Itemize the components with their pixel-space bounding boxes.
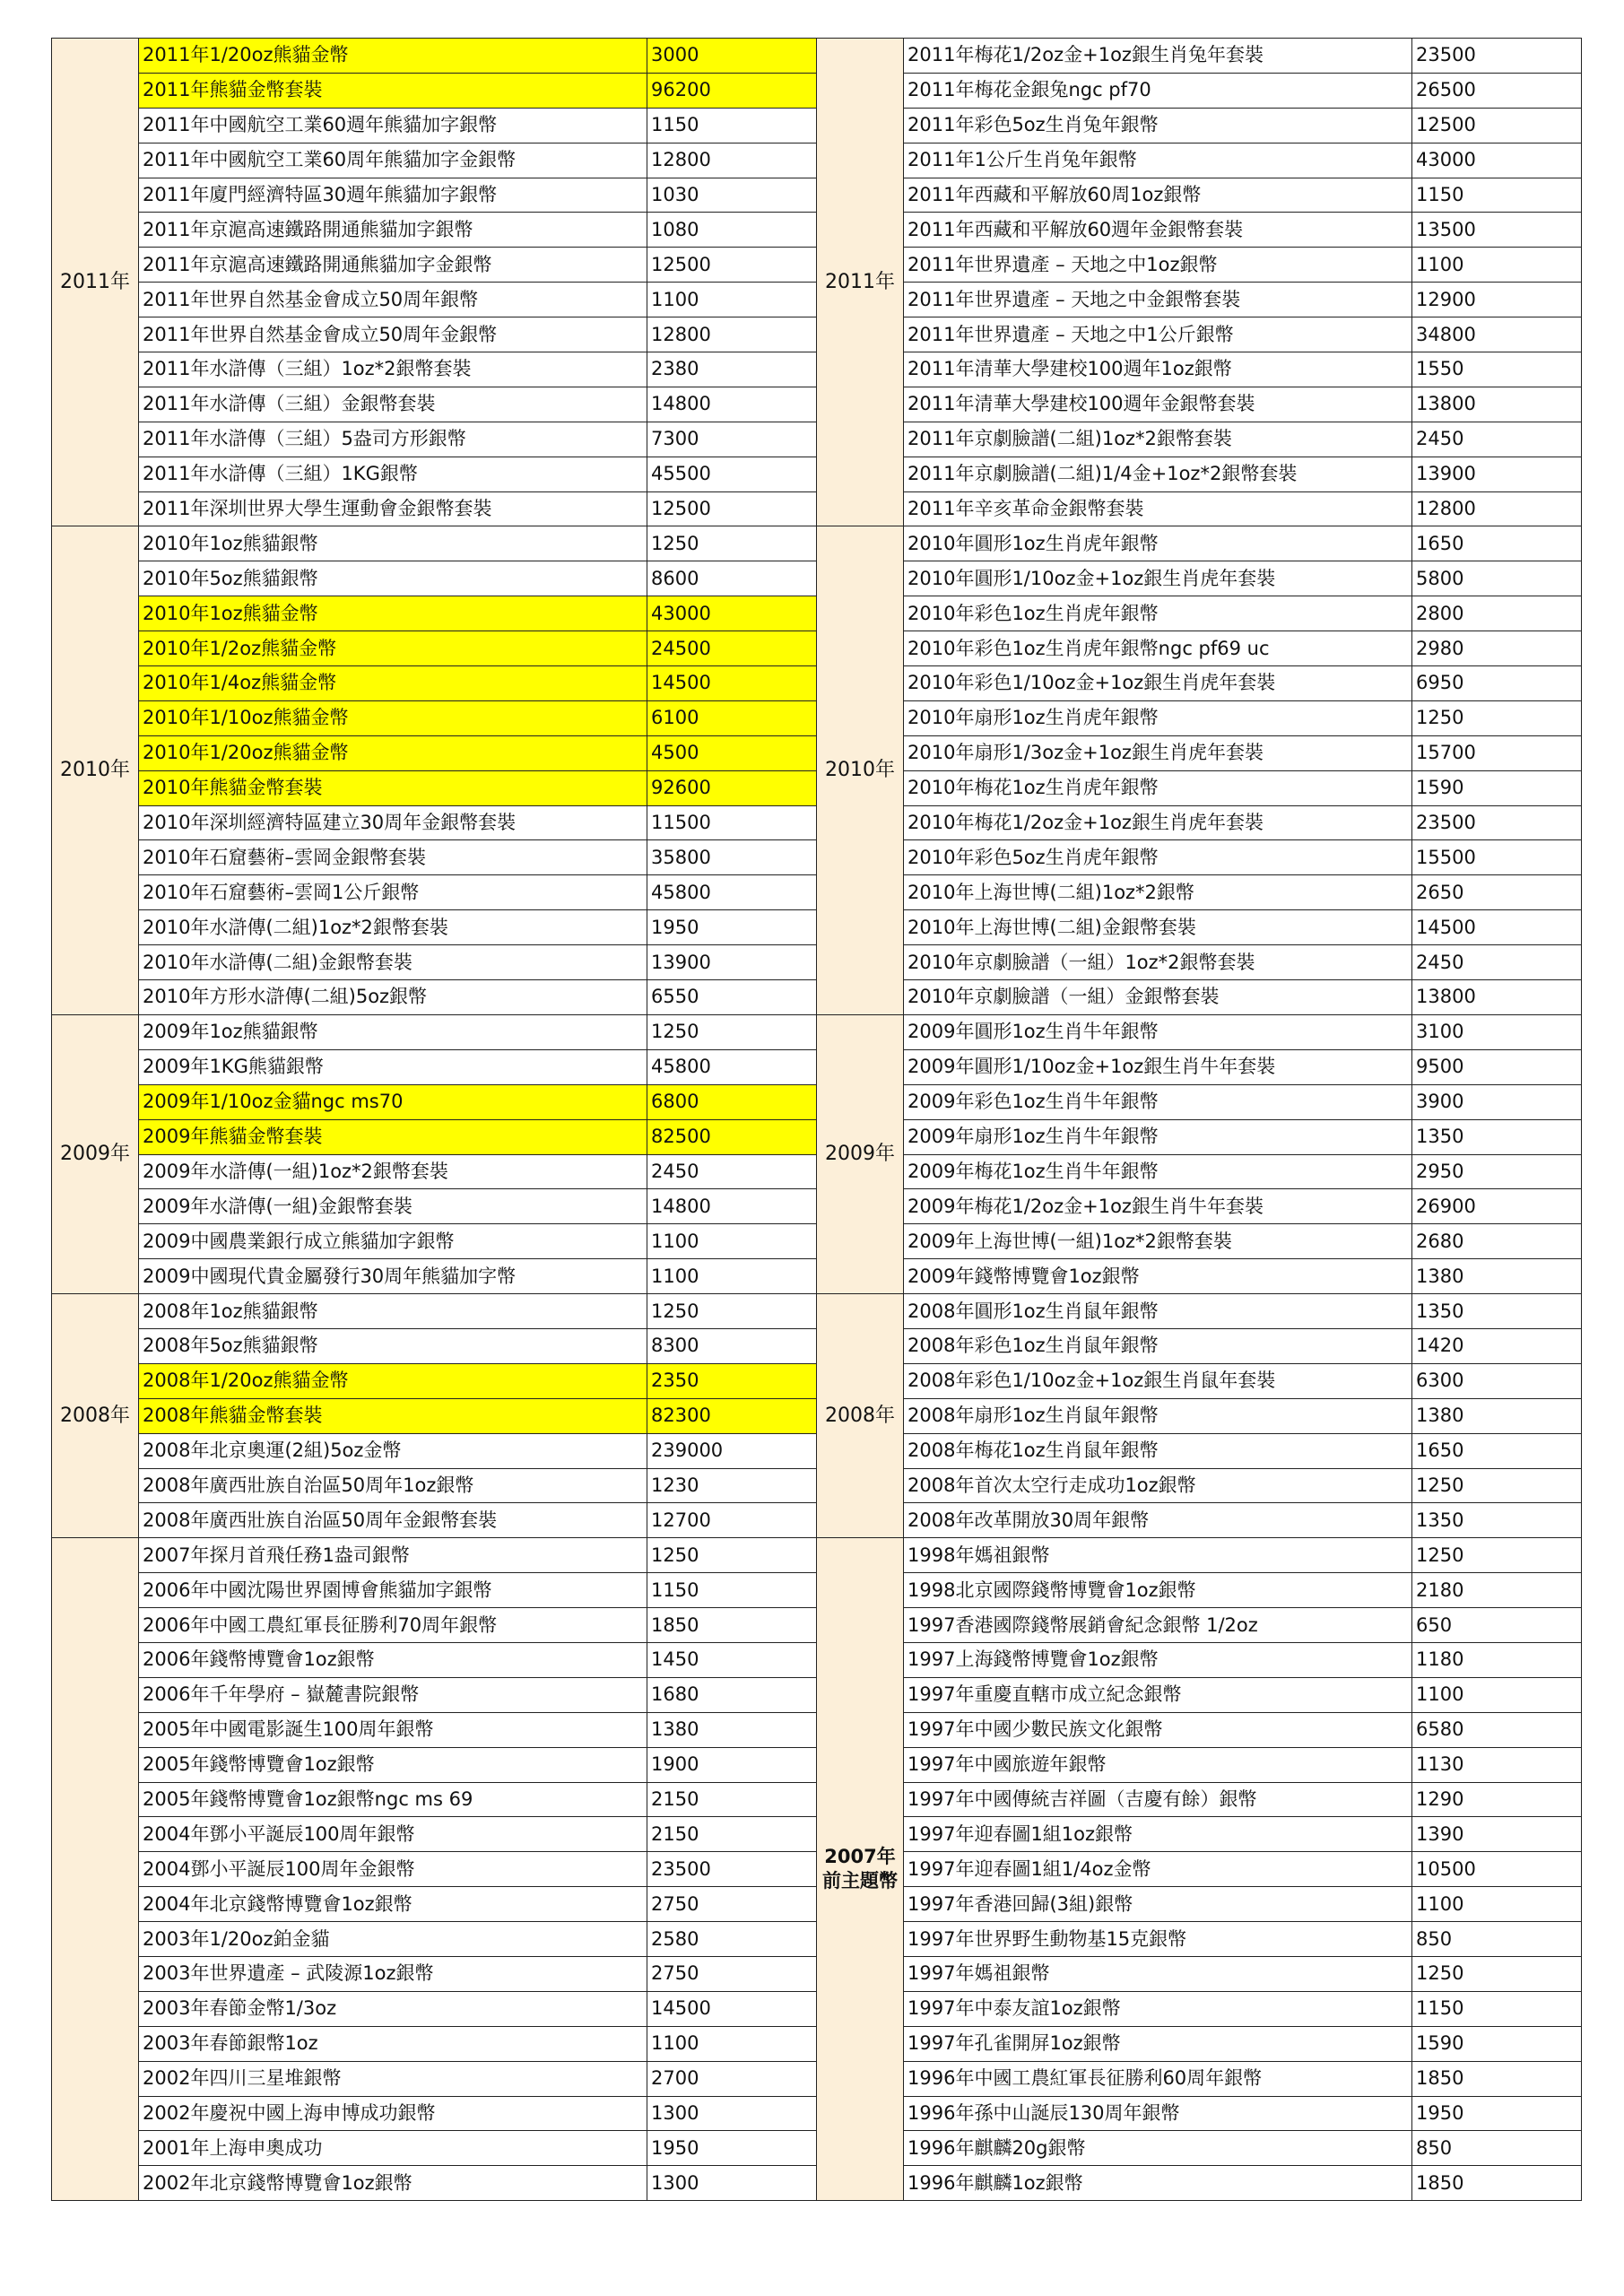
right-coin-price-cell: 1250 [1412,1956,1582,1991]
left-coin-name-cell: 2011年水滸傳（三組）金銀幣套裝 [139,387,647,422]
right-coin-name-cell: 2011年彩色5oz生肖兔年銀幣 [904,108,1412,143]
left-coin-name-cell: 2008年1oz熊貓銀幣 [139,1294,647,1329]
left-coin-name-cell: 2011年熊貓金幣套裝 [139,73,647,108]
right-coin-name-cell: 2009年錢幣博覽會1oz銀幣 [904,1259,1412,1294]
left-coin-price-cell: 1150 [647,108,817,143]
right-year-group-label: 2011年 [817,39,904,526]
left-coin-name-cell: 2004年鄧小平誕辰100周年銀幣 [139,1817,647,1852]
left-coin-name-cell: 2002年四川三星堆銀幣 [139,2061,647,2096]
left-coin-name-cell: 2003年世界遺產 – 武陵源1oz銀幣 [139,1956,647,1991]
left-coin-price-cell: 35800 [647,840,817,875]
right-coin-price-cell: 1100 [1412,1677,1582,1712]
right-coin-name-cell: 2010年彩色1oz生肖虎年銀幣 [904,596,1412,631]
right-coin-name-cell: 1998北京國際錢幣博覽會1oz銀幣 [904,1573,1412,1608]
left-coin-price-cell: 1230 [647,1468,817,1503]
left-coin-price-cell: 82500 [647,1119,817,1154]
left-coin-price-cell: 1850 [647,1608,817,1643]
left-year-group-label: 2010年 [52,526,139,1014]
left-coin-name-cell: 2010年方形水滸傳(二組)5oz銀幣 [139,980,647,1015]
left-coin-name-cell: 2001年上海申奧成功 [139,2131,647,2166]
left-coin-name-cell: 2011年深圳世界大學生運動會金銀幣套裝 [139,491,647,526]
left-coin-name-cell: 2009中國農業銀行成立熊貓加字銀幣 [139,1224,647,1259]
right-coin-name-cell: 1997上海錢幣博覽會1oz銀幣 [904,1642,1412,1677]
left-coin-name-cell: 2009年水滸傳(一組)金銀幣套裝 [139,1189,647,1224]
right-coin-price-cell: 2800 [1412,596,1582,631]
right-coin-price-cell: 13800 [1412,980,1582,1015]
right-coin-price-cell: 1650 [1412,1433,1582,1468]
left-coin-price-cell: 2750 [647,1956,817,1991]
left-coin-price-cell: 14800 [647,1189,817,1224]
left-coin-price-cell: 1380 [647,1712,817,1747]
right-coin-price-cell: 34800 [1412,317,1582,352]
table-row [52,1014,1582,1049]
right-coin-name-cell: 1996年中國工農紅軍長征勝利60周年銀幣 [904,2061,1412,2096]
table-row [52,526,1582,561]
right-coin-name-cell: 2010年梅花1/2oz金+1oz銀生肖虎年套裝 [904,805,1412,840]
right-coin-price-cell: 1350 [1412,1119,1582,1154]
left-coin-name-cell: 2009年水滸傳(一組)1oz*2銀幣套裝 [139,1154,647,1189]
right-coin-name-cell: 1997年世界野生動物基15克銀幣 [904,1922,1412,1957]
left-coin-price-cell: 8600 [647,561,817,596]
right-coin-price-cell: 6300 [1412,1363,1582,1398]
left-coin-name-cell: 2003年春節金幣1/3oz [139,1991,647,2026]
table-body [52,39,1582,2201]
left-coin-price-cell: 23500 [647,1852,817,1887]
left-coin-name-cell: 2011年水滸傳（三組）1oz*2銀幣套裝 [139,352,647,387]
right-coin-price-cell: 9500 [1412,1049,1582,1084]
right-coin-price-cell: 13500 [1412,213,1582,248]
left-coin-name-cell: 2002年北京錢幣博覽會1oz銀幣 [139,2166,647,2201]
left-coin-name-cell: 2009年1/10oz金貓ngc ms70 [139,1084,647,1119]
left-coin-price-cell: 1100 [647,283,817,317]
left-coin-name-cell: 2011年水滸傳（三組）5盎司方形銀幣 [139,422,647,457]
left-coin-price-cell: 1900 [647,1747,817,1782]
right-coin-price-cell: 1100 [1412,1887,1582,1922]
left-coin-price-cell: 45800 [647,875,817,910]
left-coin-name-cell: 2006年中國工農紅軍長征勝利70周年銀幣 [139,1608,647,1643]
left-coin-name-cell: 2006年千年學府 – 嶽麓書院銀幣 [139,1677,647,1712]
left-coin-name-cell: 2008年熊貓金幣套裝 [139,1398,647,1433]
left-coin-price-cell: 1300 [647,2166,817,2201]
left-coin-price-cell: 45500 [647,457,817,491]
table-row [52,39,1582,74]
right-coin-price-cell: 1590 [1412,2026,1582,2061]
left-coin-name-cell: 2005年錢幣博覽會1oz銀幣 [139,1747,647,1782]
coin-price-table [51,38,1582,2201]
left-coin-price-cell: 12700 [647,1503,817,1538]
left-coin-name-cell: 2010年1oz熊貓銀幣 [139,526,647,561]
left-coin-name-cell: 2011年中國航空工業60週年熊貓加字銀幣 [139,108,647,143]
right-coin-price-cell: 1290 [1412,1782,1582,1817]
right-coin-name-cell: 2010年圓形1/10oz金+1oz銀生肖虎年套裝 [904,561,1412,596]
left-coin-price-cell: 4500 [647,735,817,770]
left-coin-name-cell: 2002年慶祝中國上海申博成功銀幣 [139,2096,647,2131]
right-coin-price-cell: 1150 [1412,1991,1582,2026]
right-coin-name-cell: 2011年世界遺產 – 天地之中1oz銀幣 [904,248,1412,283]
right-coin-name-cell: 2009年梅花1oz生肖牛年銀幣 [904,1154,1412,1189]
right-year-group-label: 2008年 [817,1294,904,1538]
left-coin-price-cell: 96200 [647,73,817,108]
left-coin-name-cell: 2009年熊貓金幣套裝 [139,1119,647,1154]
right-coin-name-cell: 1997年重慶直轄市成立紀念銀幣 [904,1677,1412,1712]
left-coin-name-cell: 2010年1oz熊貓金幣 [139,596,647,631]
right-coin-price-cell: 12800 [1412,491,1582,526]
left-coin-price-cell: 7300 [647,422,817,457]
left-coin-price-cell: 6800 [647,1084,817,1119]
left-coin-price-cell: 1100 [647,2026,817,2061]
left-coin-name-cell: 2006年錢幣博覽會1oz銀幣 [139,1642,647,1677]
left-coin-price-cell: 24500 [647,631,817,666]
left-coin-name-cell: 2008年5oz熊貓銀幣 [139,1328,647,1363]
right-coin-price-cell: 23500 [1412,805,1582,840]
left-coin-price-cell: 6100 [647,700,817,735]
left-coin-name-cell: 2010年5oz熊貓銀幣 [139,561,647,596]
right-coin-name-cell: 2010年上海世博(二組)金銀幣套裝 [904,910,1412,945]
right-coin-price-cell: 15500 [1412,840,1582,875]
left-coin-price-cell: 1450 [647,1642,817,1677]
right-coin-price-cell: 2950 [1412,1154,1582,1189]
left-coin-price-cell: 14800 [647,387,817,422]
right-coin-price-cell: 1950 [1412,2096,1582,2131]
right-coin-price-cell: 2680 [1412,1224,1582,1259]
right-coin-name-cell: 2011年清華大學建校100週年1oz銀幣 [904,352,1412,387]
left-year-group-label: 2011年 [52,39,139,526]
right-coin-name-cell: 2010年扇形1/3oz金+1oz銀生肖虎年套裝 [904,735,1412,770]
right-coin-price-cell: 1250 [1412,700,1582,735]
left-coin-price-cell: 1950 [647,910,817,945]
right-coin-name-cell: 2011年京劇臉譜(二組)1oz*2銀幣套裝 [904,422,1412,457]
right-coin-name-cell: 1996年麒麟1oz銀幣 [904,2166,1412,2201]
right-coin-name-cell: 2010年彩色1/10oz金+1oz銀生肖虎年套裝 [904,666,1412,701]
right-coin-name-cell: 2009年梅花1/2oz金+1oz銀生肖牛年套裝 [904,1189,1412,1224]
left-coin-price-cell: 2380 [647,352,817,387]
right-coin-name-cell: 2011年西藏和平解放60周1oz銀幣 [904,178,1412,213]
right-coin-name-cell: 2011年辛亥革命金銀幣套裝 [904,491,1412,526]
left-coin-price-cell: 2150 [647,1782,817,1817]
right-coin-name-cell: 2010年上海世博(二組)1oz*2銀幣 [904,875,1412,910]
right-coin-price-cell: 14500 [1412,910,1582,945]
right-coin-price-cell: 1150 [1412,178,1582,213]
left-coin-name-cell: 2008年廣西壯族自治區50周年1oz銀幣 [139,1468,647,1503]
left-coin-price-cell: 1100 [647,1259,817,1294]
right-coin-name-cell: 2010年扇形1oz生肖虎年銀幣 [904,700,1412,735]
left-coin-price-cell: 12800 [647,143,817,178]
table-row [52,1538,1582,1573]
right-coin-name-cell: 2011年梅花1/2oz金+1oz銀生肖兔年套裝 [904,39,1412,74]
right-coin-name-cell: 2010年圓形1oz生肖虎年銀幣 [904,526,1412,561]
right-coin-price-cell: 1380 [1412,1259,1582,1294]
left-coin-name-cell: 2011年世界自然基金會成立50周年金銀幣 [139,317,647,352]
left-year-group-label: 2008年 [52,1294,139,1538]
left-coin-name-cell: 2009年1KG熊貓銀幣 [139,1049,647,1084]
left-coin-price-cell: 2350 [647,1363,817,1398]
right-coin-name-cell: 2011年世界遺產 – 天地之中金銀幣套裝 [904,283,1412,317]
left-year-group-label [52,1538,139,2201]
right-coin-name-cell: 1997年中國傳統吉祥圖（吉慶有餘）銀幣 [904,1782,1412,1817]
right-coin-name-cell: 2008年圓形1oz生肖鼠年銀幣 [904,1294,1412,1329]
left-coin-price-cell: 2450 [647,1154,817,1189]
left-coin-price-cell: 2580 [647,1922,817,1957]
right-coin-name-cell: 2010年梅花1oz生肖虎年銀幣 [904,770,1412,805]
right-year-group-label: 2009年 [817,1014,904,1293]
right-coin-price-cell: 23500 [1412,39,1582,74]
left-coin-price-cell: 12500 [647,491,817,526]
left-coin-price-cell: 1080 [647,213,817,248]
right-coin-name-cell: 1997年香港回歸(3組)銀幣 [904,1887,1412,1922]
left-coin-name-cell: 2009中國現代貴金屬發行30周年熊貓加字幣 [139,1259,647,1294]
right-coin-price-cell: 10500 [1412,1852,1582,1887]
left-coin-price-cell: 14500 [647,1991,817,2026]
left-coin-price-cell: 2750 [647,1887,817,1922]
right-coin-name-cell: 2010年彩色5oz生肖虎年銀幣 [904,840,1412,875]
right-coin-name-cell: 2009年上海世博(一組)1oz*2銀幣套裝 [904,1224,1412,1259]
left-coin-name-cell: 2010年石窟藝術–雲岡金銀幣套裝 [139,840,647,875]
right-coin-name-cell: 2011年1公斤生肖兔年銀幣 [904,143,1412,178]
left-coin-name-cell: 2010年1/10oz熊貓金幣 [139,700,647,735]
left-coin-price-cell: 6550 [647,980,817,1015]
left-coin-name-cell: 2010年1/20oz熊貓金幣 [139,735,647,770]
left-coin-name-cell: 2007年探月首飛任務1盎司銀幣 [139,1538,647,1573]
left-coin-name-cell: 2011年京滬高速鐵路開通熊貓加字銀幣 [139,213,647,248]
left-coin-name-cell: 2003年1/20oz鉑金貓 [139,1922,647,1957]
right-coin-price-cell: 26900 [1412,1189,1582,1224]
right-coin-name-cell: 1997年中泰友誼1oz銀幣 [904,1991,1412,2026]
right-coin-price-cell: 2180 [1412,1573,1582,1608]
left-coin-price-cell: 12500 [647,248,817,283]
right-coin-name-cell: 2008年彩色1/10oz金+1oz銀生肖鼠年套裝 [904,1363,1412,1398]
right-coin-price-cell: 15700 [1412,735,1582,770]
right-coin-name-cell: 2011年世界遺產 – 天地之中1公斤銀幣 [904,317,1412,352]
right-coin-price-cell: 2650 [1412,875,1582,910]
right-coin-price-cell: 6950 [1412,666,1582,701]
left-coin-price-cell: 1250 [647,526,817,561]
left-coin-price-cell: 14500 [647,666,817,701]
left-coin-name-cell: 2010年熊貓金幣套裝 [139,770,647,805]
left-coin-price-cell: 12800 [647,317,817,352]
left-coin-name-cell: 2010年水滸傳(二組)1oz*2銀幣套裝 [139,910,647,945]
left-coin-name-cell: 2011年世界自然基金會成立50周年銀幣 [139,283,647,317]
right-coin-price-cell: 1250 [1412,1538,1582,1573]
right-coin-price-cell: 1850 [1412,2166,1582,2201]
left-coin-price-cell: 92600 [647,770,817,805]
left-coin-price-cell: 1150 [647,1573,817,1608]
right-year-group-label: 2010年 [817,526,904,1014]
right-coin-price-cell: 1590 [1412,770,1582,805]
right-coin-name-cell: 1998年媽祖銀幣 [904,1538,1412,1573]
left-coin-name-cell: 2003年春節銀幣1oz [139,2026,647,2061]
right-coin-price-cell: 1250 [1412,1468,1582,1503]
right-coin-price-cell: 2450 [1412,422,1582,457]
year-group-label-line: 2007年 [824,1845,896,1867]
right-coin-name-cell: 2011年京劇臉譜(二組)1/4金+1oz*2銀幣套裝 [904,457,1412,491]
right-coin-price-cell: 1850 [1412,2061,1582,2096]
left-coin-name-cell: 2008年北京奧運(2組)5oz金幣 [139,1433,647,1468]
right-coin-name-cell: 2008年扇形1oz生肖鼠年銀幣 [904,1398,1412,1433]
left-coin-price-cell: 1250 [647,1538,817,1573]
right-coin-name-cell: 2008年改革開放30周年銀幣 [904,1503,1412,1538]
left-coin-price-cell: 45800 [647,1049,817,1084]
left-coin-name-cell: 2008年1/20oz熊貓金幣 [139,1363,647,1398]
left-coin-price-cell: 1680 [647,1677,817,1712]
right-coin-name-cell: 2011年西藏和平解放60週年金銀幣套裝 [904,213,1412,248]
left-coin-name-cell: 2010年水滸傳(二組)金銀幣套裝 [139,945,647,980]
right-coin-name-cell: 2011年清華大學建校100週年金銀幣套裝 [904,387,1412,422]
right-coin-price-cell: 1350 [1412,1294,1582,1329]
left-coin-price-cell: 1100 [647,1224,817,1259]
right-coin-price-cell: 13800 [1412,387,1582,422]
left-coin-name-cell: 2005年中國電影誕生100周年銀幣 [139,1712,647,1747]
left-coin-name-cell: 2009年1oz熊貓銀幣 [139,1014,647,1049]
left-coin-name-cell: 2011年廈門經濟特區30週年熊貓加字銀幣 [139,178,647,213]
right-coin-name-cell: 2009年扇形1oz生肖牛年銀幣 [904,1119,1412,1154]
left-coin-price-cell: 82300 [647,1398,817,1433]
left-coin-name-cell: 2010年1/2oz熊貓金幣 [139,631,647,666]
left-coin-name-cell: 2004鄧小平誕辰100周年金銀幣 [139,1852,647,1887]
right-coin-price-cell: 1420 [1412,1328,1582,1363]
left-coin-price-cell: 1250 [647,1294,817,1329]
right-coin-price-cell: 26500 [1412,73,1582,108]
right-coin-price-cell: 12900 [1412,283,1582,317]
right-coin-name-cell: 1997年中國旅遊年銀幣 [904,1747,1412,1782]
right-year-group-label [817,1538,904,2201]
right-coin-name-cell: 1997年中國少數民族文化銀幣 [904,1712,1412,1747]
year-group-label-line: 前主題幣 [822,1870,898,1892]
right-coin-name-cell: 2009年圓形1/10oz金+1oz銀生肖牛年套裝 [904,1049,1412,1084]
left-coin-name-cell: 2011年京滬高速鐵路開通熊貓加字金銀幣 [139,248,647,283]
right-coin-price-cell: 850 [1412,2131,1582,2166]
right-coin-name-cell: 2011年梅花金銀兔ngc pf70 [904,73,1412,108]
table-row [52,1294,1582,1329]
right-coin-price-cell: 3900 [1412,1084,1582,1119]
right-coin-name-cell: 2008年首次太空行走成功1oz銀幣 [904,1468,1412,1503]
right-coin-price-cell: 1100 [1412,248,1582,283]
right-coin-name-cell: 1997年孔雀開屏1oz銀幣 [904,2026,1412,2061]
left-coin-price-cell: 2700 [647,2061,817,2096]
right-coin-price-cell: 13900 [1412,457,1582,491]
right-coin-name-cell: 1997香港國際錢幣展銷會紀念銀幣 1/2oz [904,1608,1412,1643]
left-coin-name-cell: 2010年1/4oz熊貓金幣 [139,666,647,701]
right-coin-name-cell: 1996年麒麟20g銀幣 [904,2131,1412,2166]
left-coin-name-cell: 2006年中國沈陽世界園博會熊貓加字銀幣 [139,1573,647,1608]
left-coin-name-cell: 2011年水滸傳（三組）1KG銀幣 [139,457,647,491]
left-coin-price-cell: 239000 [647,1433,817,1468]
right-coin-price-cell: 850 [1412,1922,1582,1957]
left-coin-price-cell: 1300 [647,2096,817,2131]
left-coin-name-cell: 2011年中國航空工業60周年熊貓加字金銀幣 [139,143,647,178]
left-coin-price-cell: 2150 [647,1817,817,1852]
left-coin-name-cell: 2010年石窟藝術–雲岡1公斤銀幣 [139,875,647,910]
right-coin-price-cell: 1350 [1412,1503,1582,1538]
right-coin-price-cell: 3100 [1412,1014,1582,1049]
right-coin-name-cell: 2008年梅花1oz生肖鼠年銀幣 [904,1433,1412,1468]
right-coin-name-cell: 1996年孫中山誕辰130周年銀幣 [904,2096,1412,2131]
left-coin-name-cell: 2004年北京錢幣博覽會1oz銀幣 [139,1887,647,1922]
right-coin-price-cell: 1180 [1412,1642,1582,1677]
left-coin-price-cell: 1250 [647,1014,817,1049]
right-coin-price-cell: 1650 [1412,526,1582,561]
right-coin-name-cell: 2010年京劇臉譜（一組）1oz*2銀幣套裝 [904,945,1412,980]
right-coin-price-cell: 650 [1412,1608,1582,1643]
left-year-group-label: 2009年 [52,1014,139,1293]
right-coin-price-cell: 43000 [1412,143,1582,178]
left-coin-name-cell: 2011年1/20oz熊貓金幣 [139,39,647,74]
right-coin-name-cell: 2010年彩色1oz生肖虎年銀幣ngc pf69 uc [904,631,1412,666]
left-coin-price-cell: 8300 [647,1328,817,1363]
right-coin-name-cell: 1997年迎春圖1組1oz銀幣 [904,1817,1412,1852]
right-coin-price-cell: 1130 [1412,1747,1582,1782]
right-coin-price-cell: 1380 [1412,1398,1582,1433]
left-coin-price-cell: 1950 [647,2131,817,2166]
left-coin-price-cell: 43000 [647,596,817,631]
right-coin-price-cell: 6580 [1412,1712,1582,1747]
right-coin-name-cell: 1997年媽祖銀幣 [904,1956,1412,1991]
right-coin-price-cell: 2450 [1412,945,1582,980]
left-coin-name-cell: 2008年廣西壯族自治區50周年金銀幣套裝 [139,1503,647,1538]
left-coin-price-cell: 1030 [647,178,817,213]
right-coin-name-cell: 2009年彩色1oz生肖牛年銀幣 [904,1084,1412,1119]
right-coin-price-cell: 1390 [1412,1817,1582,1852]
right-coin-name-cell: 2009年圓形1oz生肖牛年銀幣 [904,1014,1412,1049]
right-coin-price-cell: 12500 [1412,108,1582,143]
left-coin-name-cell: 2005年錢幣博覽會1oz銀幣ngc ms 69 [139,1782,647,1817]
left-coin-name-cell: 2010年深圳經濟特區建立30周年金銀幣套裝 [139,805,647,840]
right-coin-price-cell: 5800 [1412,561,1582,596]
left-coin-price-cell: 13900 [647,945,817,980]
right-coin-name-cell: 2008年彩色1oz生肖鼠年銀幣 [904,1328,1412,1363]
right-coin-price-cell: 1550 [1412,352,1582,387]
right-coin-name-cell: 1997年迎春圖1組1/4oz金幣 [904,1852,1412,1887]
right-coin-price-cell: 2980 [1412,631,1582,666]
left-coin-price-cell: 3000 [647,39,817,74]
left-coin-price-cell: 11500 [647,805,817,840]
right-coin-name-cell: 2010年京劇臉譜（一組）金銀幣套裝 [904,980,1412,1015]
